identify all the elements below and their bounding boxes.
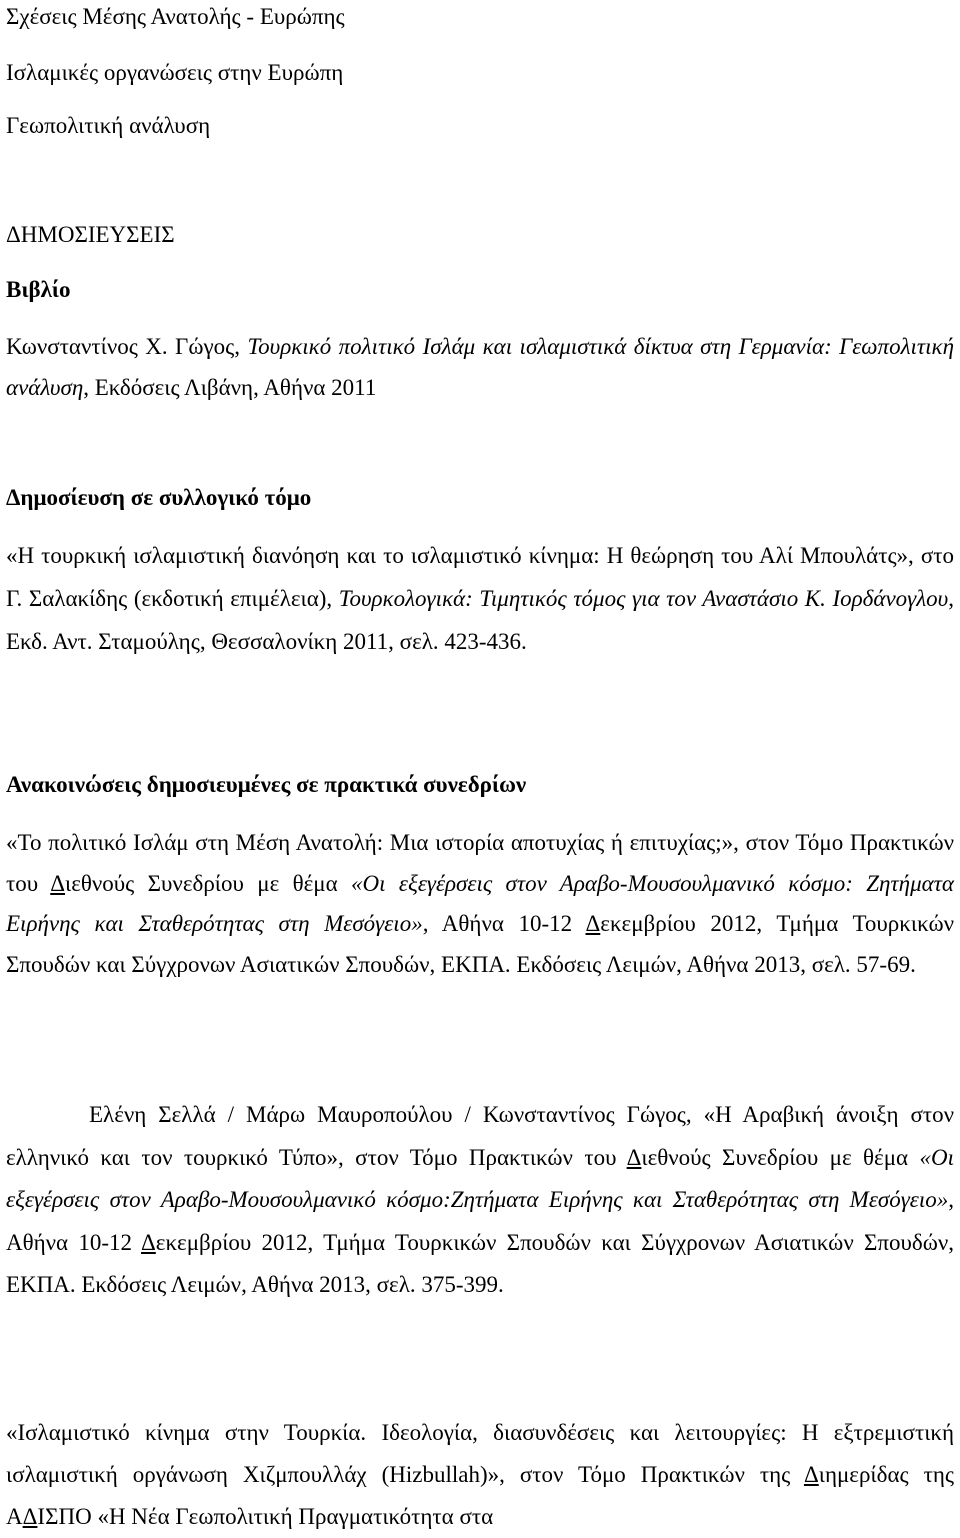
topic-line: Σχέσεις Μέσης Ανατολής - Ευρώπης [6, 4, 345, 29]
entry-text: ιημερίδας της Α [6, 1462, 954, 1529]
book-title: Τουρκικό πολιτικό Ισλάμ και ισλαμιστικά δίκτυα στη Γερμανία: Γεωπολιτική ανάλυση [6, 334, 954, 400]
entry-text: «Το πολιτικό Ισλάμ στη Μέση Ανατολή: Μια ιστορία αποτυχίας ή επιτυχίας;», στον Τόμο Πρακτικών του [6, 830, 954, 896]
volume-heading: Δημοσίευση σε συλλογικό τόμο [6, 485, 312, 510]
underlined-letter: Δ [50, 870, 66, 896]
volume-title: Τουρκολογικά: Τιμητικός τόμος για τον Αναστάσιο Κ. Ιορδάνογλου [338, 586, 949, 611]
underlined-letter: Δ [803, 1462, 819, 1487]
underlined-letter: Δ [141, 1229, 156, 1255]
conference-title: «Οι εξεγέρσεις στον Αραβο-Μουσουλμανικό κόσμο:Ζητήματα Ειρήνης και Σταθερότητας στη Μεσόγειο» [6, 1144, 954, 1212]
entry-text: ιεθνούς Συνεδρίου με θέμα [641, 1144, 920, 1170]
topic-line: Γεωπολιτική ανάλυση [6, 113, 211, 138]
book-author: Κωνσταντίνος Χ. Γώγος, [6, 334, 248, 359]
entry-text: εκεμβρίου 2012, Τμήμα Τουρκικών Σπουδών και Σύγχρονων Ασιατικών Σπουδών, ΕΚΠΑ. Εκδόσεις Λειμών, Αθήνα 2013, σελ. 375-399. [6, 1229, 954, 1297]
entry-text: ιεθνούς Συνεδρίου με θέμα [65, 870, 352, 896]
entry-text: εκεμβρίου 2012, Τμήμα Τουρκικών Σπουδών και Σύγχρονων Ασιατικών Σπουδών, ΕΚΠΑ. Εκδόσεις Λειμών, Αθήνα 2013, σελ. 57-69. [6, 911, 954, 977]
proceedings-entry-1 [6, 823, 954, 985]
underlined-letter: Δ [22, 1504, 38, 1529]
entry-text: , Αθήνα 10-12 [6, 1187, 954, 1255]
volume-publisher: , Εκδ. Αντ. Σταμούλης, Θεσσαλονίκη 2011, σελ. 423-436. [6, 586, 954, 654]
book-entry [6, 327, 954, 408]
volume-text: «Η τουρκική ισλαμιστική διανόηση και το ισλαμιστικό κίνημα: Η θεώρηση του Αλί Μπουλάτς», στο Γ. Σαλακίδης (εκδοτική επιμέλεια), [6, 543, 954, 611]
proceedings-entry-3 [6, 1412, 954, 1538]
entry-text: , Αθήνα 10-12 [422, 911, 586, 936]
book-publisher: , Εκδόσεις Λιβάνη, Αθήνα 2011 [83, 374, 377, 400]
underlined-letter: Δ [585, 911, 601, 936]
publications-heading: ΔΗΜΟΣΙΕΥΣΕΙΣ [6, 222, 175, 247]
entry-text: Ελένη Σελλά / Μάρω Μαυροπούλου / Κωνσταντίνος Γώγος, «Η Αραβική άνοιξη στον ελληνικό και τον τουρκικό Τύπο», στον Τόμο Πρακτικών του [6, 1102, 954, 1170]
entry-text: ΙΣΠΟ «Η Νέα Γεωπολιτική Πραγματικότητα στα [37, 1504, 494, 1529]
book-heading: Βιβλίο [6, 277, 71, 302]
entry-text: «Ισλαμιστικό κίνημα στην Τουρκία. Ιδεολογία, διασυνδέσεις και λειτουργίες: Η εξτρεμιστική ισλαμιστική οργάνωση Χιζμπουλλάχ (Hizbullah)», στον Τόμο Πρακτικών της [6, 1420, 954, 1487]
proceedings-entry-2 [6, 1094, 954, 1307]
topic-line: Ισλαμικές οργανώσεις στην Ευρώπη [6, 60, 344, 85]
underlined-letter: Δ [626, 1144, 642, 1170]
volume-entry [6, 534, 954, 663]
proceedings-heading: Ανακοινώσεις δημοσιευμένες σε πρακτικά συνεδρίων [6, 772, 527, 797]
conference-title: «Οι εξεγέρσεις στον Αραβο-Μουσουλμανικό κόσμο: Ζητήματα Ειρήνης και Σταθερότητας στη Μεσόγειο» [6, 870, 954, 936]
